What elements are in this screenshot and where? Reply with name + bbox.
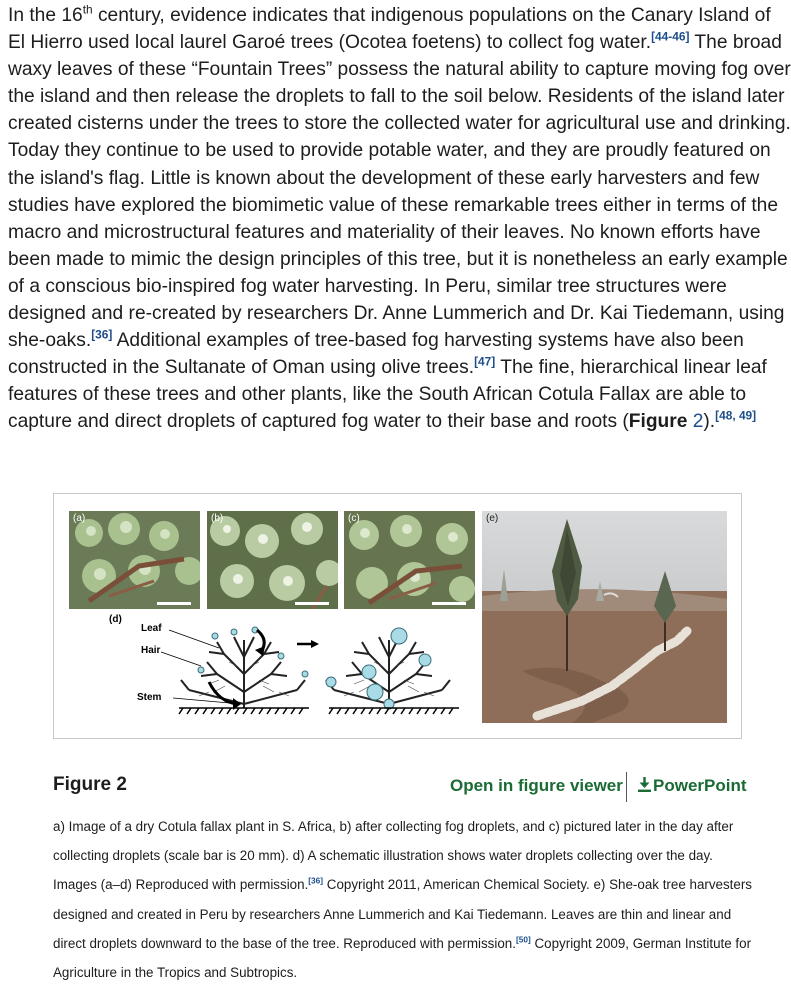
- body-paragraph: [8, 2, 791, 436]
- hair-label: Hair: [141, 645, 161, 656]
- superscript-th: th: [82, 2, 93, 17]
- panel-a-photo: [69, 511, 200, 609]
- panel-d-label: (d): [109, 614, 122, 625]
- powerpoint-label: PowerPoint: [653, 776, 747, 795]
- text-run: In the 16: [8, 5, 83, 26]
- reference-link-36[interactable]: [36]: [91, 327, 113, 342]
- leaf-label: Leaf: [141, 623, 162, 634]
- panel-e-photo: [482, 511, 727, 723]
- figure-2-link[interactable]: 2: [692, 411, 704, 433]
- open-figure-viewer-link[interactable]: Open in figure viewer: [450, 776, 623, 795]
- download-arrow-icon: [638, 777, 651, 792]
- text-run: The fine, hierarchical linear leaf features of these trees and other plants, like the South African Cotula Fallax are able to capture and direct droplets of captured fog water to their base and roots (: [8, 357, 767, 433]
- caption-text-run: Copyright 2009, German Institute for Agriculture in the Tropics and Subtropics.: [53, 935, 752, 981]
- text-run: The broad waxy leaves of these “Fountain Trees” possess the natural ability to capture moving fog over the island and then release the droplets to fall to the soil below. Residents of the island later created cisterns under the trees to store the collected water for agricultural use and drinking. Today they continue to be used to provide potable water, and they are proudly featured on the island's flag. Little is known about the development of these early harvesters and few studies have explored the biomimetic value of these remarkable trees either in terms of the macro and microstructural features and materiality of their leaves. No known efforts have been made to mimic the design principles of this tree, but it is nonetheless an early example of a conscious bio-inspired fog water harvesting. In Peru, similar tree structures were designed and re-created by researchers Dr. Anne Lummerich and Dr. Kai Tiedemann, using she-oaks.: [8, 32, 791, 352]
- panel-c-photo: [344, 511, 475, 609]
- text-run: ).: [703, 411, 716, 433]
- figure-2-image[interactable]: [53, 493, 742, 739]
- caption-reference-link-36[interactable]: [36]: [308, 875, 324, 886]
- caption-text-run: Copyright 2011, American Chemical Society. e) She-oak tree harvesters designed and created in Peru by researchers Anne Lummerich and Kai Tiedemann. Leaves are thin and linear and direct droplets downward to the base of the tree. Reproduced with permission.: [53, 877, 753, 951]
- powerpoint-download-link[interactable]: [638, 776, 747, 796]
- scale-bar: [157, 602, 191, 605]
- scale-bar: [432, 602, 466, 605]
- link-separator: [626, 772, 627, 802]
- panel-a-label: (a): [73, 513, 86, 524]
- scale-bar: [295, 602, 329, 605]
- caption-text-run: a) Image of a dry Cotula fallax plant in S. Africa, b) after collecting fog droplets, and c) pictured later in the day after collecting droplets (scale bar is 20 mm). d) A schematic illustration shows water droplets collecting over the day. Images (a–d) Reproduced with permission.: [53, 819, 734, 893]
- panel-c-label: (c): [348, 513, 360, 524]
- figure-caption: [53, 812, 753, 987]
- panel-b-photo: [207, 511, 338, 609]
- panel-e-label: (e): [486, 513, 499, 524]
- text-run: century, evidence indicates that indigenous populations on the Canary Island of El Hierro used local laurel Garoé trees (Ocotea foetens) to collect fog water.: [8, 5, 771, 54]
- figure-title: Figure 2: [53, 774, 127, 795]
- reference-link-44-46[interactable]: [44-46]: [651, 29, 690, 44]
- caption-reference-link-50[interactable]: [50]: [515, 934, 531, 945]
- panel-d-schematic: [69, 612, 479, 732]
- reference-link-48-49[interactable]: [48, 49]: [715, 409, 757, 424]
- stem-label: Stem: [137, 692, 162, 703]
- reference-link-47[interactable]: [47]: [474, 354, 496, 369]
- text-run: Additional examples of tree-based fog harvesting systems have also been constructed in the Sultanate of Oman using olive trees.: [8, 330, 744, 379]
- figure-word: Figure: [628, 411, 688, 433]
- panel-b-label: (b): [211, 513, 224, 524]
